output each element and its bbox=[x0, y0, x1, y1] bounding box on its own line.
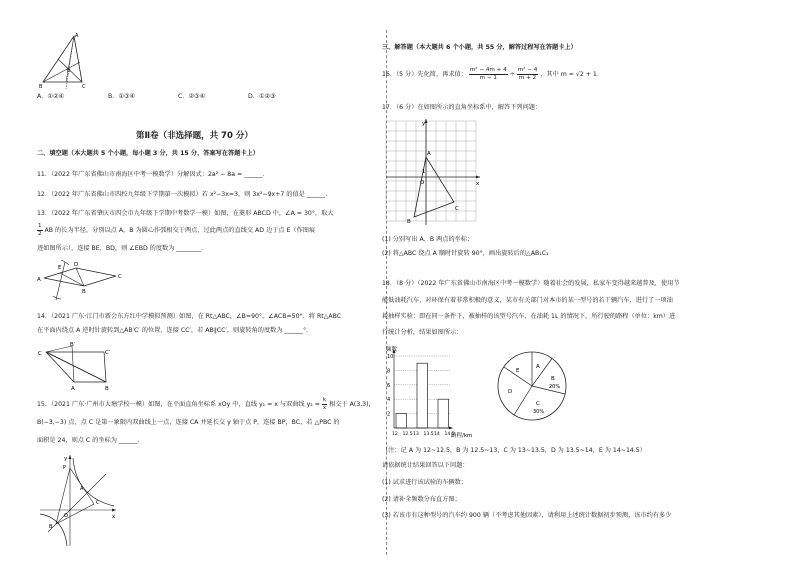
label: x bbox=[476, 181, 480, 187]
x-tick-label: 12.5 bbox=[402, 432, 413, 437]
option-a: A．①②④ bbox=[37, 93, 65, 100]
label: B bbox=[39, 84, 43, 90]
question-18-line4: 行统计分析，结果如图所示： bbox=[382, 329, 463, 336]
label: C bbox=[38, 351, 42, 357]
label: C bbox=[96, 500, 100, 506]
question-18-line1: 18．（8 分）（2022 年广东省佛山市南海区中考一模数学）随着社会的发展，私家车变得越来越普及，使用节 bbox=[382, 280, 680, 287]
question-18-line2: 能低油耗汽车，对环保有着非常积极的意义，某市有关部门对本市的某一型号的若干辆汽车，进行了一项油 bbox=[382, 297, 673, 304]
question-13-line2: $\frac{1}{2}$ AB 的长为半径，分别以点 A，B 为圆心作弧相交于两点，过此两点的直线交 AD 边于点 E（作图痕 bbox=[38, 223, 316, 237]
x-tick-label: 14 bbox=[434, 432, 440, 437]
part-title: 第Ⅱ卷（非选择题，共 70 分） bbox=[136, 131, 253, 141]
question-12: 12．（2022 年广东省佛山市四校九年级下学期第一次模拟）若 x²−3x=3，则 3x²−9x+7 的值是 ______． bbox=[37, 191, 332, 198]
label: A bbox=[71, 386, 75, 392]
answer-3: (3) 若该市有这种型号的汽车约 900 辆（不考虑其他因素），请利用上述统计数据初步预测，该市约有多少 bbox=[382, 512, 672, 519]
label: A bbox=[37, 277, 41, 283]
option-b: B．①③④ bbox=[108, 93, 136, 100]
histogram-bar bbox=[396, 414, 407, 428]
answer-1: (1) 试求进行该试验的车辆数； bbox=[382, 479, 467, 486]
label: B bbox=[407, 219, 411, 225]
label: O bbox=[64, 513, 68, 519]
question-17: 17．（6 分）在如图所示的直角坐标系中，解答下列问题： bbox=[382, 104, 542, 111]
fraction: $\frac{\text{m² − 4}}{m + 2}$ bbox=[517, 67, 538, 81]
rhombus-figure bbox=[36, 258, 128, 306]
label: C bbox=[455, 206, 459, 212]
y-tick-label: 10 bbox=[387, 354, 394, 360]
question-16: 16．（5 分）先化简，再求值： $\frac{\text{m² − 4m + 4}}{m - 1}$ ÷ $\frac{\text{m² − 4}}{m + 2}$ ，其中 m = √2 + 1． bbox=[382, 67, 604, 81]
label: P bbox=[63, 465, 67, 471]
label: A bbox=[75, 33, 79, 39]
label: D bbox=[74, 262, 79, 268]
label: C′ bbox=[105, 350, 111, 356]
x-axis-label: 路程/km bbox=[451, 433, 473, 439]
y-tick-label: 8 bbox=[387, 368, 391, 375]
prev-question-figure bbox=[38, 32, 88, 90]
x-tick-label: 13 bbox=[413, 432, 419, 437]
answer-section-header: 三、解答题（本大题共 6 个小题，共 55 分，解答过程写在答题卡上） bbox=[382, 44, 577, 51]
question-14-line1: 14．（2021 广东·江门市新会东方红中学模拟预测）如图，在 Rt△ABC，∠B=90°，∠ACB=50°．将 Rt△ABC bbox=[37, 313, 342, 320]
question-13-line1: 13．（2022 年广东省肇庆市四会市九年级下学期中考数学一模）如图，在菱形 ABCD 中，∠A = 30°，取大 bbox=[37, 210, 334, 217]
label: C bbox=[82, 84, 86, 90]
x-tick-label: 14.5 bbox=[444, 432, 455, 437]
y-axis-label: 频数 bbox=[386, 347, 398, 353]
fill-section-header: 二、填空题（本大题共 5 个小题，每小题 3 分，共 15 分，答案写在答题卡上） bbox=[37, 150, 259, 157]
label: B bbox=[82, 289, 86, 295]
label: A bbox=[427, 151, 431, 157]
answer-2: (2) 请补全频数分布直方图； bbox=[382, 496, 461, 503]
y-tick-label: 4 bbox=[387, 397, 391, 404]
question-14-line2: 在平面内绕点 A 逆时针旋转到△AB′C′ 的位置，连接 CC′，若 AB∥CC′，则旋转角的度数为 ______°． bbox=[37, 327, 313, 334]
label: B bbox=[49, 524, 53, 530]
label: 20% bbox=[549, 384, 561, 390]
question-15-line3: 面积是 24，则点 C 的坐标为 ______． bbox=[37, 437, 144, 444]
histogram-bar bbox=[438, 399, 449, 428]
histogram-bar bbox=[417, 363, 428, 428]
x-tick-label: 12 bbox=[392, 432, 398, 437]
label: C bbox=[536, 401, 540, 407]
question-17-sub1: (1) 分别写出 A、B 两点的坐标； bbox=[382, 236, 474, 243]
rotation-figure bbox=[36, 342, 112, 392]
pie-chart bbox=[496, 350, 568, 422]
label: B bbox=[105, 386, 109, 392]
label: B′ bbox=[70, 342, 76, 348]
label: 30% bbox=[533, 409, 545, 415]
label: 1 bbox=[422, 169, 426, 175]
question-18-line3: 耗抽样实验：即在同一条件下，被抽样的该型号汽车，在油耗 1L 的情况下，所行驶的路程（单位：km）进 bbox=[382, 313, 676, 320]
coordinate-grid bbox=[382, 117, 482, 227]
y-tick-label: 2 bbox=[387, 411, 391, 418]
hyperbola-figure bbox=[36, 452, 118, 548]
x-tick-label: 13.5 bbox=[423, 432, 434, 437]
question-17-sub2: (2) 将△ABC 绕点 A 顺时针旋转 90°，画出旋转后的△AB₁C₁ bbox=[382, 250, 549, 257]
option-d: D．①②③ bbox=[248, 93, 276, 100]
histogram bbox=[380, 342, 473, 439]
label: A bbox=[80, 486, 84, 492]
label: O bbox=[67, 69, 71, 74]
label: x bbox=[112, 514, 116, 520]
fraction: $\frac{\text{m² − 4m + 4}}{m - 1}$ bbox=[469, 67, 507, 81]
label: B bbox=[551, 376, 555, 382]
question-11: 11．（2022 年广东省佛山市南海区中考一模数学）分解因式：2a² − 8a = ______． bbox=[37, 171, 269, 178]
label: O bbox=[420, 180, 425, 186]
question-13-line3: 迹如图所示），连接 BE，BD，则 ∠EBD 的度数为 ________． bbox=[37, 245, 208, 252]
label: A bbox=[536, 364, 540, 370]
fraction: $\frac{k}{x}$ bbox=[322, 397, 327, 411]
y-tick-label: 6 bbox=[387, 382, 391, 389]
question-15-line1: 15．（2021 广东·广州市大塘学校一模）如图，在平面直角坐标系 xOy 中，直线 y₁ = x 与双曲线 y₂ = $\frac{k}{x}$ 相交于 A(3,3)， bbox=[37, 397, 375, 411]
note: （注：记 A 为 12~12.5，B 为 12.5~13，C 为 13~13.5，D 为 13.5~14，E 为 14~14.5） bbox=[382, 447, 646, 454]
question-15-line2: B(−3,−3) 点，点 C 是第一象限内双曲线上一点，连接 CA 并延长交 y 轴于点 P，连接 BP，BC，若 △PBC 的 bbox=[37, 419, 340, 426]
option-c: C．②③④ bbox=[178, 93, 206, 100]
label: y bbox=[64, 456, 68, 462]
label: C bbox=[118, 274, 122, 280]
fraction: $\frac{1}{2}$ bbox=[38, 223, 42, 237]
right-column bbox=[382, 0, 794, 562]
label: E bbox=[58, 265, 62, 271]
label: D bbox=[508, 389, 513, 395]
label: y bbox=[422, 121, 426, 127]
ask: 请依据统计结果回答以下问题： bbox=[382, 462, 469, 469]
label: E bbox=[516, 368, 520, 374]
